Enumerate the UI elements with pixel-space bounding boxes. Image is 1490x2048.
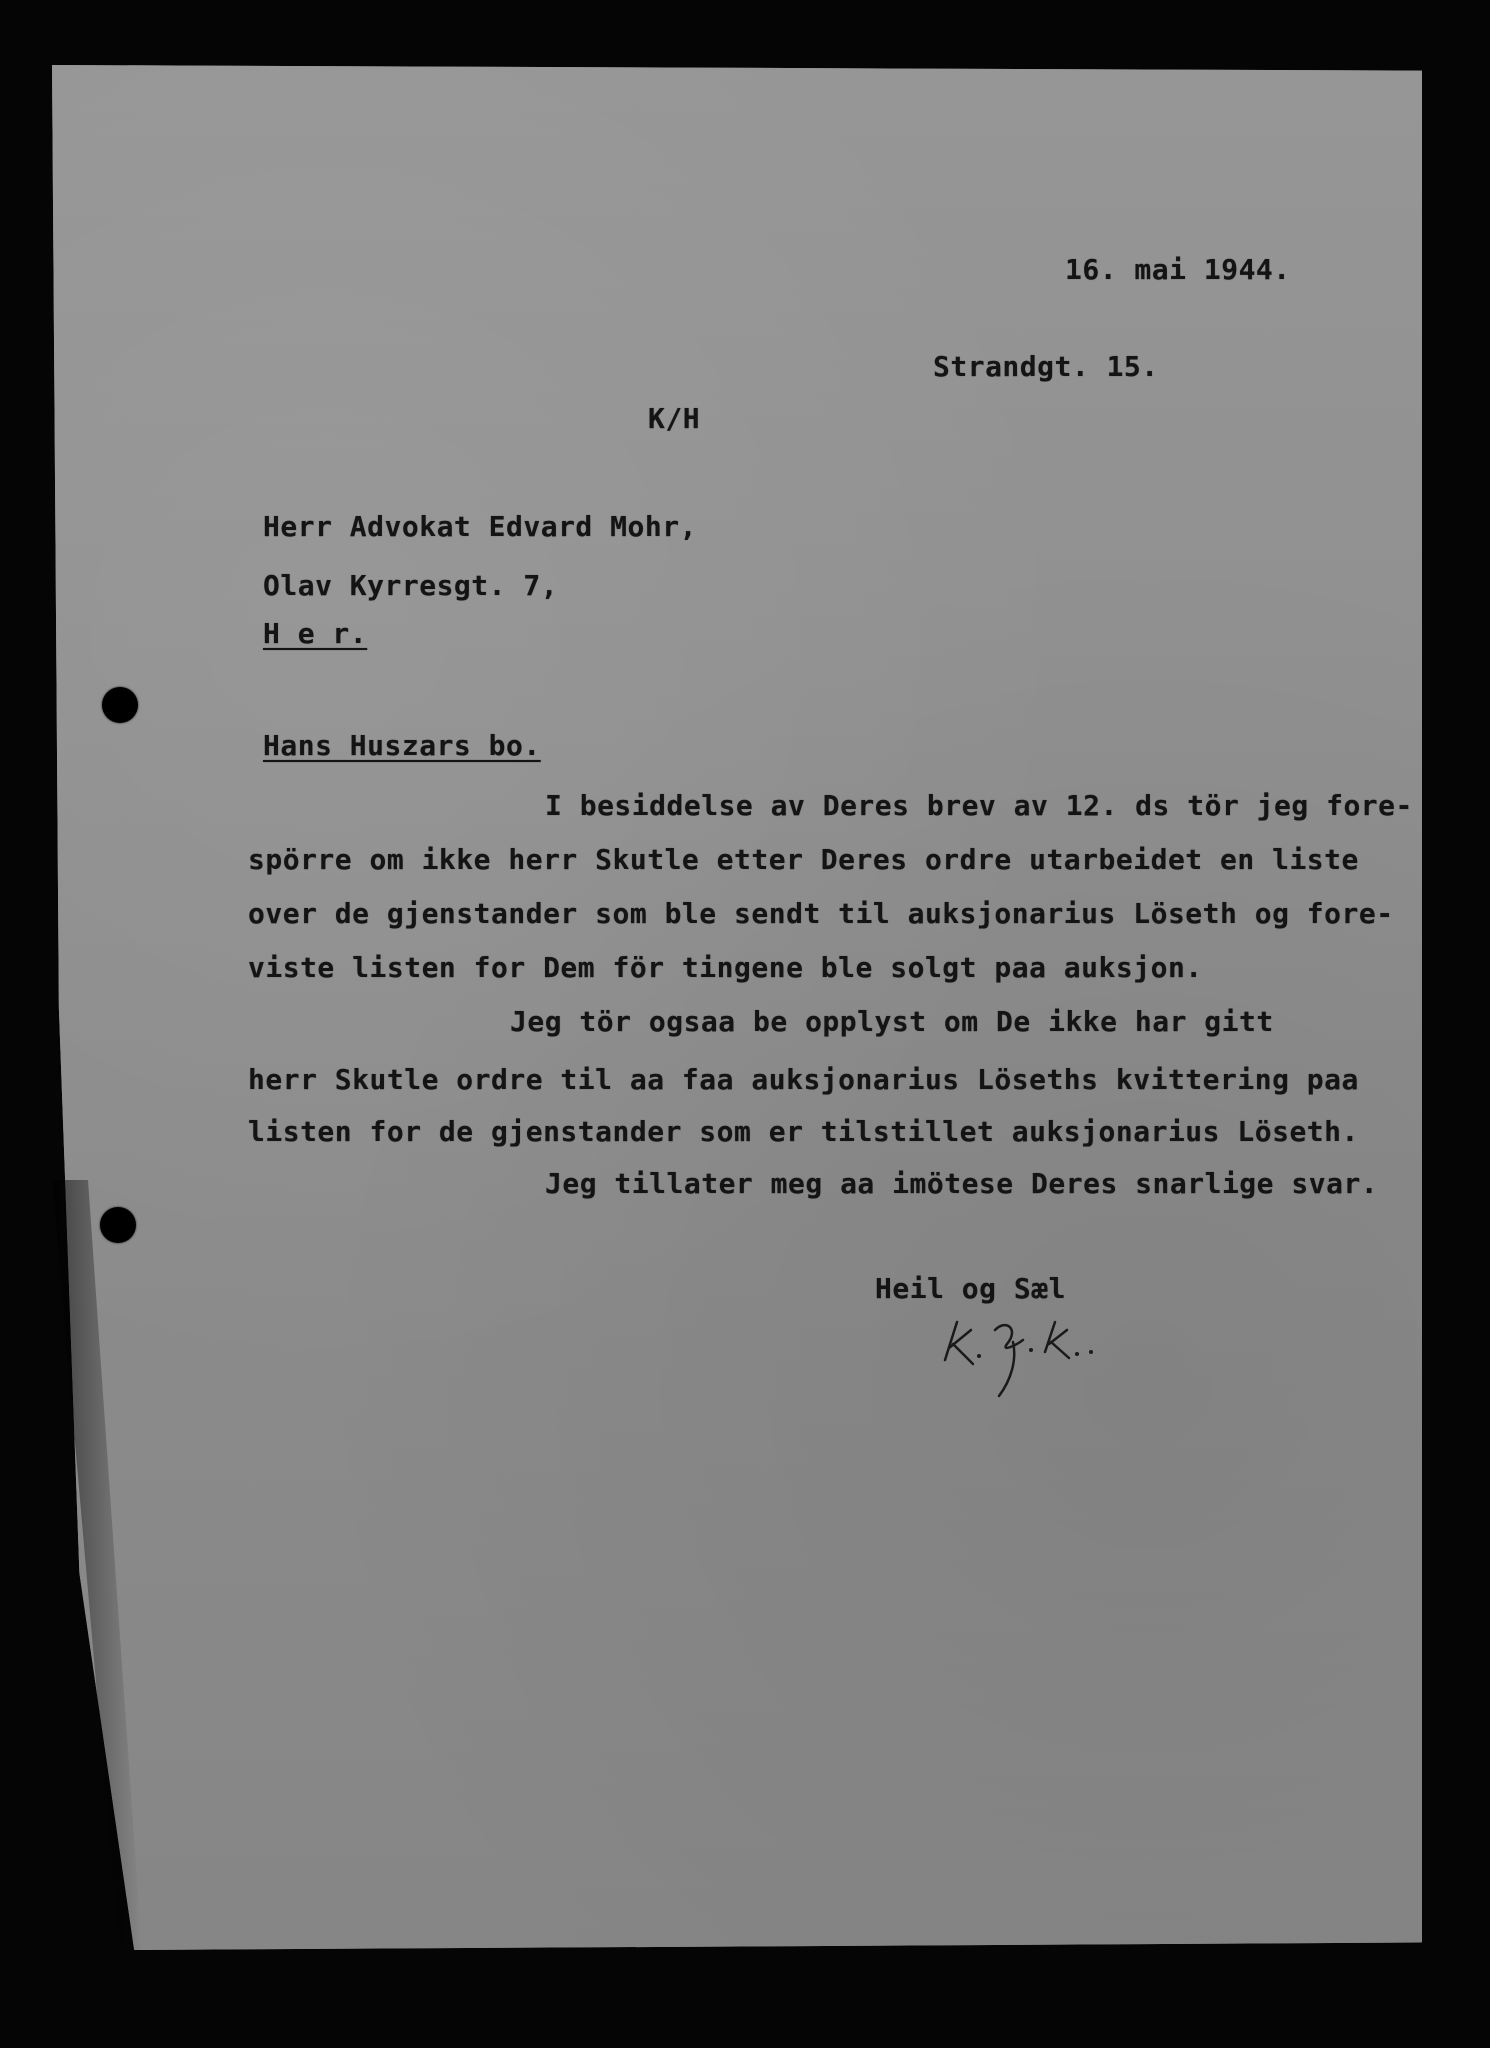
recipient-city: H e r. <box>263 617 368 650</box>
punch-hole-bottom <box>100 1207 136 1243</box>
body-line: spörre om ikke herr Skutle etter Deres ordre utarbeidet en liste <box>248 843 1359 876</box>
letter-date: 16. mai 1944. <box>1065 253 1291 286</box>
recipient-street: Olav Kyrresgt. 7, <box>263 569 559 602</box>
body-line: herr Skutle ordre til aa faa auksjonarius Löseths kvittering paa <box>248 1063 1359 1096</box>
handwritten-signature <box>935 1300 1135 1420</box>
body-line: I besiddelse av Deres brev av 12. ds tör jeg fore- <box>545 789 1413 822</box>
body-line: viste listen for Dem för tingene ble solgt paa auksjon. <box>248 951 1203 984</box>
body-line: listen for de gjenstander som er tilstillet auksjonarius Löseth. <box>248 1115 1359 1148</box>
letter-subject: Hans Huszars bo. <box>263 729 541 762</box>
recipient-name: Herr Advokat Edvard Mohr, <box>263 510 697 543</box>
sender-address: Strandgt. 15. <box>933 350 1159 383</box>
body-line: Jeg tör ogsaa be opplyst om De ikke har gitt <box>510 1005 1274 1038</box>
body-line: over de gjenstander som ble sendt til auksjonarius Löseth og fore- <box>248 897 1394 930</box>
letter-closing: Heil og Sæl <box>875 1272 1066 1305</box>
body-line: Jeg tillater meg aa imötese Deres snarlige svar. <box>545 1167 1379 1200</box>
punch-hole-top <box>102 687 138 723</box>
reference-initials: K/H <box>648 402 701 435</box>
